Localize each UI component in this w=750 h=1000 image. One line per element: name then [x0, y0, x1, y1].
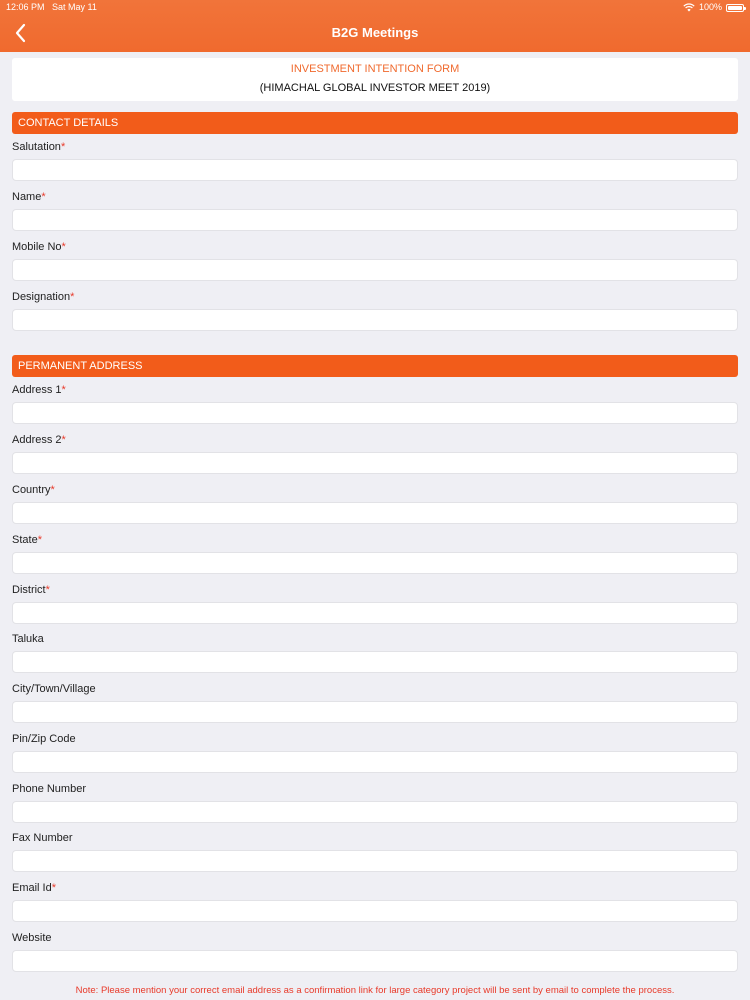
status-time: 12:06 PM	[6, 2, 45, 12]
pin-label: Pin/Zip Code	[12, 733, 76, 745]
address2-label: Address 2*	[12, 434, 66, 446]
status-date: Sat May 11	[52, 2, 97, 12]
status-right	[683, 0, 744, 15]
wifi-icon	[683, 3, 695, 12]
name-label: Name*	[12, 191, 46, 203]
form-header-card	[12, 58, 738, 101]
phone-label: Phone Number	[12, 783, 86, 795]
section-header-contact: CONTACT DETAILS	[12, 112, 738, 134]
mobile-input[interactable]	[12, 259, 738, 281]
battery-icon	[726, 4, 744, 12]
salutation-input[interactable]	[12, 159, 738, 181]
taluka-input[interactable]	[12, 651, 738, 673]
email-label: Email Id*	[12, 882, 57, 894]
address1-input[interactable]	[12, 402, 738, 424]
city-input[interactable]	[12, 701, 738, 723]
pin-input[interactable]	[12, 751, 738, 773]
designation-input[interactable]	[12, 309, 738, 331]
form-title: INVESTMENT INTENTION FORM	[290, 63, 460, 75]
state-input[interactable]	[12, 552, 738, 574]
navigation-bar	[0, 15, 750, 52]
district-input[interactable]	[12, 602, 738, 624]
fax-input[interactable]	[12, 850, 738, 872]
battery-percent: 100%	[698, 2, 722, 12]
city-label: City/Town/Village	[12, 683, 96, 695]
phone-input[interactable]	[12, 801, 738, 823]
fax-label: Fax Number	[12, 832, 73, 844]
form-subtitle: (HIMACHAL GLOBAL INVESTOR MEET 2019)	[259, 82, 491, 94]
designation-label: Designation*	[12, 291, 75, 303]
country-input[interactable]	[12, 502, 738, 524]
page-title: B2G Meetings	[331, 25, 419, 40]
state-label: State*	[12, 534, 42, 546]
address1-label: Address 1*	[12, 384, 66, 396]
country-label: Country*	[12, 484, 55, 496]
email-input[interactable]	[12, 900, 738, 922]
section-header-address: PERMANENT ADDRESS	[12, 355, 738, 377]
name-input[interactable]	[12, 209, 738, 231]
taluka-label: Taluka	[12, 633, 44, 645]
status-bar	[0, 0, 750, 15]
website-input[interactable]	[12, 950, 738, 972]
mobile-label: Mobile No*	[12, 241, 66, 253]
address2-input[interactable]	[12, 452, 738, 474]
website-label: Website	[12, 932, 52, 944]
email-note: Note: Please mention your correct email address as a confirmation link for large category project will be sent by email to complete the process.	[75, 985, 675, 996]
salutation-label: Salutation*	[12, 141, 66, 153]
top-bar	[0, 0, 750, 52]
district-label: District*	[12, 584, 50, 596]
